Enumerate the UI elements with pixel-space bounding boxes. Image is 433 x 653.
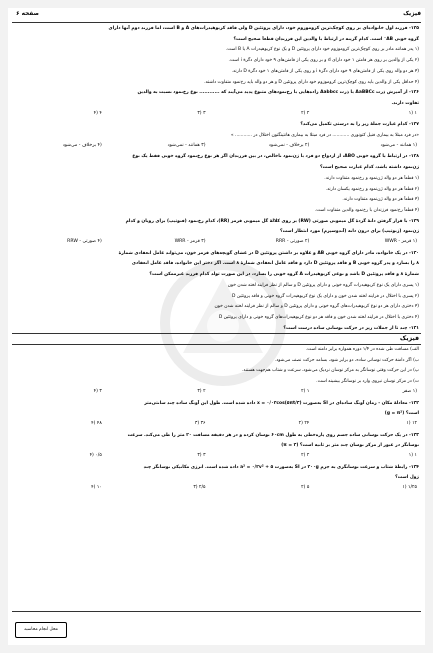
- option-3: ۲ (۳: [197, 388, 206, 394]
- header-rule: [12, 22, 421, 23]
- question-line: ۸ را بسازد و پدر گروه خونی B و فاقد پروتئین D دارد و فاقد عامل انعقادی شمارهٔ ۸ است. اگر دختر این خانواده، فاقد عامل انعقادی: [131, 261, 419, 267]
- question-line: الف) مسافت طی شده در ۱/۴ دوره همواره برابر دامنه است.: [305, 347, 419, 352]
- question-line: (۲ قطعاً هر دو والد ژن‌نمود و رخ‌نمود یکسان دارند.: [325, 186, 419, 192]
- question-line: پ) در این حرکت وقتی نوسانگر به مرکز نوسان نزدیک می‌شود، سرعت و شتاب هم‌جهت هستند.: [241, 368, 419, 374]
- footer-rule: [12, 611, 421, 612]
- option-2: (۲ صورتی - RRR: [275, 239, 310, 244]
- option-1: ۱ (۱: [408, 110, 417, 116]
- physics-section-title: فیزیک: [399, 335, 419, 342]
- question-line: (۳ هر دو والد روی یکی از فامتن‌های ۹ خود دارای دگرهٔ i و روی یکی از فامتن‌های ۱ خود دگرهٔ D دارند.: [231, 68, 419, 74]
- option-3: ۲/۵ (۳: [193, 485, 206, 491]
- question-line: (۳ قطعاً هر دو والد ژن‌نمود متفاوت دارند.: [342, 197, 419, 203]
- question-line: ت) در مرکز نوسان نیروی وارد بر نوسانگر بیشینه است.: [316, 379, 419, 385]
- option-4: ۰/۵ (۴: [89, 453, 102, 458]
- subject-title: فیزیک: [403, 11, 421, 17]
- option-1: (۱ قرمز - WWR: [384, 239, 417, 244]
- option-3: ۳۶ (۳: [194, 420, 206, 426]
- options-row: [18, 389, 417, 396]
- question-line: (۱ قطعاً هر دو والد ژن‌نمود و رخ‌نمود متفاوت دارند.: [324, 175, 419, 181]
- question-line: ۱۳۲- معادلهٔ مکان - زمان آونگ ساده‌ای در SI به‌صورت x = ۰/۰۲cos(۵πt/۳) داده شده است. طول این آونگ ساده چند سانتی‌متر: [144, 400, 419, 406]
- option-3: ۳ (۳: [197, 453, 206, 458]
- question-line: گروه خونی AB⁻ است. کدام گزینه در ارتباط با والدین این فرزندان قطعاً صحیح است؟: [233, 36, 419, 42]
- page-number: صفحه ۶: [16, 11, 40, 17]
- option-4: ۴ (۴: [93, 110, 102, 116]
- question-line: (۴ قطعاً رخ‌نمود فرزندان با رخ‌نمود والدین متفاوت است.: [314, 207, 419, 213]
- question-line: ۱۳۰- در یک خانواده، مادر دارای گروه خونی AB و علاوه بر داشتن پروتئین D در غشای گویچه‌های قرمز خون، می‌تواند عامل انعقادی شمارهٔ: [118, 250, 419, 256]
- question-line: (۳ دختری دارای هر دو نوع کربوهیدرات‌های گروه خونی و دارای پروتئین D و سالم از نظر فرایند لخته شدن خون: [214, 304, 419, 310]
- question-line: تفاوت دارند.: [391, 100, 419, 106]
- question-line: است؟ (g = π²): [384, 411, 419, 417]
- question-line: ۱۳۱- چند تا از جملات زیر در حرکت نوسانی ساده درست است؟: [283, 325, 419, 331]
- exam-page: [8, 8, 425, 645]
- option-2: (۲ برخلاف - نمی‌شود: [268, 142, 310, 148]
- question-line: شمارهٔ ۸ و فاقد پروتئین D باشد و نوعی کربوهیدرات A گروه خونی را بسازد، در این صورت تولد کدام فرزند غیرممکن است؟: [149, 272, 419, 278]
- question-line: «در فرد مبتلا به بیماری فنیل کتونوری ............ در فرد مبتلا به بیماری هانتینگتون اختلال در ............ »: [230, 133, 419, 138]
- option-4: (۴ برخلاف - می‌شود: [62, 142, 102, 148]
- option-2: ۱ (۲: [301, 388, 310, 394]
- option-1: (۱ صفر: [402, 388, 417, 394]
- question-line: ژول است؟: [395, 475, 419, 481]
- question-line: (۱ پدر همانند مادر بر روی کوچک‌ترین کروموزوم خود دارای پروتئین D و یک نوع کربوهیدرات A یا B است.: [225, 47, 419, 53]
- option-3: ۳ (۳: [197, 110, 206, 116]
- question-line: ژن‌نمود داشته باشد، کدام عبارت صحیح است؟: [319, 165, 419, 171]
- question-line: ۱۲۹- با قرار گرفتن دانهٔ گردهٔ گل میمونی صورتی (RW) بر روی کلالهٔ گل میمونی قرمز (RR)، کدام رخ‌نمود (فنوتیپ) برای رویان و کدام: [125, 218, 419, 224]
- question-line: ۱۲۷- کدام عبارت جملهٔ زیر را به درستی تکمیل می‌کند؟: [300, 122, 419, 128]
- option-2: ۵ (۲: [301, 485, 310, 491]
- scratch-area-label: محل انجام محاسبه: [15, 622, 67, 638]
- page-header: [12, 11, 421, 21]
- options-row: [18, 485, 417, 492]
- question-line: ب) اگر دامنهٔ حرکت نوسانی ساده، دو برابر شود، بسامد حرکت نصف می‌شود.: [274, 357, 419, 363]
- option-3: (۳ همانند - نمی‌شود: [167, 142, 206, 148]
- question-line: ۱۳۴- رابطهٔ شتاب و سرعت نوسانگری به جرم ۲۰۰g در SI به‌صورت a² = ۰/۲v² + ۵ داده شده است. انرژی مکانیکی نوسانگر چند: [143, 464, 419, 470]
- option-1: (۱ همانند - می‌شود: [380, 142, 417, 148]
- option-4: ۴۸ (۴: [91, 420, 102, 426]
- question-line: ژن‌نمود (ژنوتیپ) برای درون دانه (آندوسپرم) مورد انتظار است؟: [280, 229, 419, 235]
- option-2: ۲ (۲: [301, 453, 310, 458]
- question-line: ۱۲۶- از آمیزش ذرت AaBBCc با ذرت Aabbcc زاده‌هایی با رخ‌نمودهای متنوع پدید می‌آیند که ............ نوع رخ‌نمود نسبت به والدین: [137, 90, 419, 96]
- options-row: [18, 239, 417, 246]
- options-row: [18, 143, 417, 150]
- question-line: نوسانگر در عبور از مرکز نوسان چند متر بر ثانیه است؟ (π = ۳): [281, 443, 419, 449]
- question-line: (۴ دختری با اختلال در فرایند لخته شدن خون و فاقد هر دو نوع کربوهیدرات‌های گروه خونی و دارای پروتئین D: [218, 314, 419, 320]
- question-line: (۲ یکی از والدین بر روی هر فامتن ۱ خود دارای d و بر روی یکی از فامتن‌های ۹ خود دارای دگرهٔ i است.: [228, 58, 419, 64]
- physics-rule-top: [12, 333, 421, 334]
- option-2: ۲ (۲: [301, 110, 310, 116]
- option-2: ۲۴ (۲: [298, 420, 310, 426]
- options-row: [18, 453, 417, 460]
- question-line: ۱۳۳- در یک حرکت نوسانی ساده جسم روی پاره‌خطی به طول ۶۰cm نوسان کرده و در هر دقیقه مسافت ۲۰ متر را طی می‌کند. سرعت: [127, 432, 419, 438]
- options-row: [18, 111, 417, 118]
- option-1: ۱ (۱: [408, 453, 417, 458]
- question-line: (۴ حداقل یکی از والدین باید روی کوچک‌ترین کروموزوم خود دارای پروتئین D و هر دو والد باید رخ‌نمود متفاوت داشته.: [204, 79, 419, 85]
- question-line: (۱ پسری دارای یک نوع کربوهیدرات گروه خونی و دارای پروتئین D و سالم از نظر فرایند لخته شدن خون: [227, 282, 419, 288]
- option-1: ۱۲ (۱: [406, 420, 417, 426]
- option-4: (۴ صورتی - RRW: [67, 239, 102, 244]
- question-line: ۱۲۸- در ارتباط با گروه خونی ABO، از ازدواج دو فرد با ژن‌نمود ناخالص، در بین فرزندان اگر هر نوع رخ‌نمود گروه خونی فقط یک نوع: [132, 154, 419, 160]
- option-4: ۱۰ (۴: [91, 485, 102, 491]
- question-line: (۲ پسری با اختلال در فرایند لخته شدن خون و دارای یک نوع کربوهیدرات گروه خونی و فاقد پروتئین D: [231, 293, 419, 299]
- option-3: (۳ قرمز - WRR: [174, 239, 206, 244]
- option-4: ۳ (۴: [93, 388, 102, 394]
- options-row: [18, 421, 417, 428]
- question-line: ۱۲۵- فرزند اول خانواده‌ای بر روی کوچک‌ترین کروموزوم خود، دارای پروتئین D ولی فاقد کربوهیدرات‌های A و B است، اما فرزند دوم آنها دارای: [108, 26, 419, 31]
- option-1: ۱/۲۵ (۱: [402, 485, 417, 491]
- physics-rule-bottom: [12, 344, 421, 345]
